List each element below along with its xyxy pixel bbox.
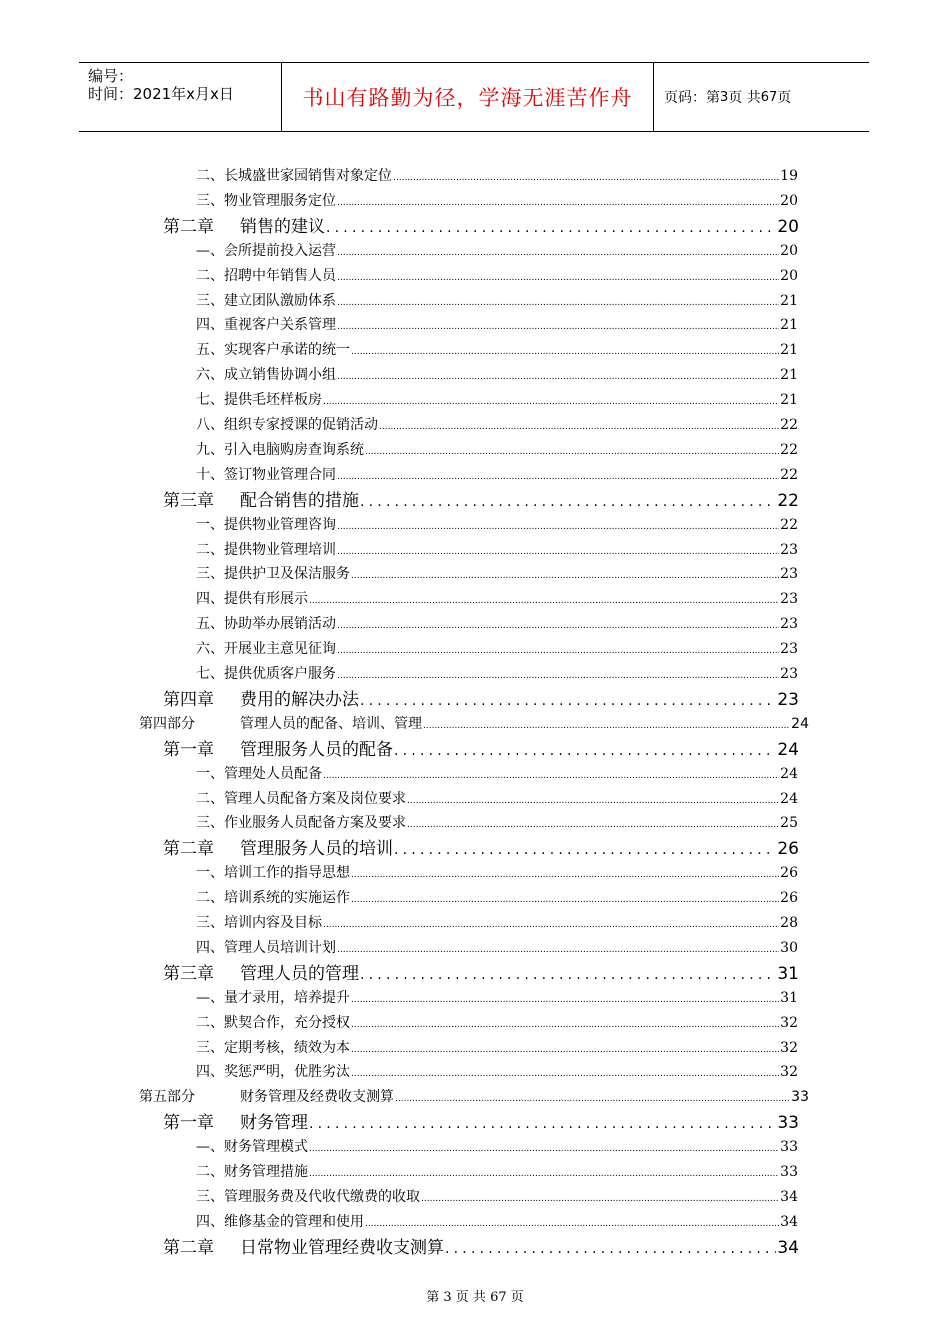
toc-entry-title — [196, 240, 336, 262]
toc-dot-leader — [351, 339, 779, 363]
toc-dot-leader — [394, 837, 776, 862]
toc-dot-leader — [337, 937, 779, 961]
toc-chapter-entry[interactable] — [163, 962, 799, 986]
toc-entry-label: —、财务管理模式 — [196, 1139, 308, 1156]
header-page-end: 页 — [777, 90, 792, 106]
toc-dot-leader — [337, 638, 779, 662]
toc-entry-page: 21 — [780, 392, 798, 409]
toc-section-entry[interactable] — [196, 1061, 798, 1083]
toc-entry-page: 33 — [791, 1089, 809, 1106]
toc-entry-label: 二、财务管理措施 — [196, 1164, 308, 1180]
toc-chapter-entry[interactable] — [163, 688, 799, 712]
toc-entry-label: 十、签订物业管理合同 — [196, 466, 336, 483]
toc-entry-title — [196, 588, 308, 610]
toc-entry-label: 五、实现客户承诺的统一 — [196, 342, 350, 359]
toc-section-entry[interactable] — [196, 190, 798, 212]
toc-dot-leader — [323, 912, 779, 936]
toc-dot-leader — [309, 588, 779, 612]
toc-dot-leader — [337, 190, 779, 214]
toc-dot-leader — [407, 812, 779, 836]
toc-entry-label: 二、长城盛世家园销售对象定位 — [196, 168, 392, 184]
toc-entry-title — [163, 688, 359, 712]
toc-dot-leader — [445, 1236, 776, 1261]
toc-entry-page: 23 — [780, 591, 798, 608]
toc-dot-leader — [351, 1012, 779, 1036]
toc-entry-label: 三、管理服务费及代收代缴费的收取 — [196, 1188, 420, 1205]
toc-chapter-entry[interactable] — [163, 1236, 799, 1260]
toc-entry-page: 24 — [777, 739, 799, 760]
toc-entry-label: 四、奖惩严明，优胜劣汰 — [196, 1064, 350, 1081]
toc-entry-label: 管理服务人员的配备 — [240, 739, 393, 760]
toc-entry-title — [163, 215, 325, 239]
toc-section-entry[interactable] — [196, 788, 798, 810]
toc-entry-label: 二、管理人员配备方案及岗位要求 — [196, 790, 406, 807]
toc-entry-page: 22 — [780, 417, 798, 433]
toc-entry-page: 21 — [780, 367, 798, 384]
toc-dot-leader — [326, 215, 776, 240]
toc-entry-title — [139, 713, 422, 735]
toc-entry-label: 四、提供有形展示 — [196, 591, 308, 608]
toc-entry-label: 销售的建议 — [240, 216, 325, 237]
toc-section-entry[interactable] — [196, 588, 798, 610]
toc-dot-leader — [351, 563, 779, 587]
header-page-total: 67 — [760, 89, 778, 105]
toc-dot-leader — [351, 1061, 779, 1085]
toc-dot-leader — [309, 1161, 779, 1185]
toc-entry-title — [196, 265, 336, 287]
toc-entry-page: 21 — [780, 317, 798, 334]
toc-section-entry[interactable] — [196, 439, 798, 461]
toc-section-entry[interactable] — [196, 1012, 798, 1034]
header-page-label: 页码：第 — [664, 90, 720, 106]
toc-dot-leader — [337, 314, 779, 338]
toc-entry-page: 20 — [777, 216, 799, 237]
toc-entry-label: 四、管理人员培训计划 — [196, 939, 336, 956]
toc-dot-leader — [360, 489, 776, 514]
toc-entry-title — [196, 190, 336, 212]
toc-entry-page: 26 — [780, 890, 798, 907]
page-footer — [0, 1286, 950, 1305]
toc-section-entry[interactable] — [196, 514, 798, 536]
toc-dot-leader — [337, 290, 779, 314]
toc-entry-label: 二、招聘中年销售人员 — [196, 267, 336, 284]
toc-section-entry[interactable] — [196, 1136, 798, 1158]
toc-entry-page: 23 — [780, 641, 798, 658]
toc-dot-leader — [395, 1086, 790, 1110]
toc-entry-page: 22 — [780, 516, 798, 533]
toc-entry-title — [196, 1136, 308, 1158]
toc-entry-label: 四、重视客户关系管理 — [196, 317, 336, 334]
toc-entry-page: 30 — [780, 939, 798, 956]
toc-entry-label: 三、培训内容及目标 — [196, 915, 322, 931]
toc-entry-page: 20 — [780, 192, 798, 209]
toc-entry-title — [163, 962, 359, 986]
toc-entry-page: 21 — [780, 292, 798, 309]
toc-entry-number: 第四部分 — [139, 715, 195, 732]
toc-entry-label: 三、建立团队激励体系 — [196, 292, 336, 309]
document-number-label: 编号： — [88, 67, 134, 85]
toc-dot-leader — [351, 987, 779, 1011]
toc-entry-label: 九、引入电脑购房查询系统 — [196, 441, 364, 458]
toc-entry-page: 34 — [780, 1213, 798, 1230]
toc-entry-label: —、量才录用，培养提升 — [196, 989, 350, 1006]
toc-entry-page: 22 — [780, 441, 798, 458]
toc-entry-label: 财务管理及经费收支测算 — [240, 1089, 394, 1106]
toc-entry-title — [196, 364, 336, 386]
toc-section-entry[interactable] — [196, 539, 798, 561]
toc-entry-title — [196, 414, 378, 436]
toc-dot-leader — [351, 887, 779, 911]
toc-entry-page: 26 — [777, 839, 799, 860]
toc-entry-title — [196, 290, 336, 312]
toc-chapter-entry[interactable] — [163, 738, 799, 762]
toc-dot-leader — [323, 389, 779, 413]
toc-section-entry[interactable] — [196, 613, 798, 635]
toc-entry-label: 财务管理 — [240, 1113, 308, 1134]
toc-entry-page: 23 — [780, 541, 798, 558]
toc-section-entry[interactable] — [196, 314, 798, 336]
toc-dot-leader — [337, 663, 779, 687]
toc-entry-title — [196, 987, 350, 1009]
header-motto: 书山有路勤为径，学海无涯苦作舟 — [281, 63, 654, 131]
toc-chapter-entry[interactable] — [163, 1111, 799, 1135]
toc-dot-leader — [323, 763, 779, 787]
header-page-mid: 页 共 — [728, 90, 761, 106]
toc-entry-title — [196, 1061, 350, 1083]
toc-entry-label: 八、组织专家授课的促销活动 — [196, 417, 378, 433]
header-page-current: 3 — [720, 89, 729, 105]
toc-entry-label: 费用的解决办法 — [240, 689, 359, 710]
toc-entry-label: 七、提供优质客户服务 — [196, 666, 336, 682]
toc-section-entry[interactable] — [196, 265, 798, 287]
toc-entry-label: 三、作业服务人员配备方案及要求 — [196, 815, 406, 832]
toc-section-entry[interactable] — [196, 1161, 798, 1183]
toc-part-entry[interactable] — [139, 1086, 809, 1108]
toc-entry-title — [196, 539, 336, 561]
toc-section-entry[interactable] — [196, 240, 798, 262]
toc-dot-leader — [407, 788, 779, 812]
toc-entry-title — [196, 314, 336, 336]
toc-entry-page: 21 — [780, 342, 798, 359]
toc-entry-title — [196, 514, 336, 536]
toc-entry-label: 配合销售的措施 — [240, 490, 359, 511]
header-meta — [79, 63, 281, 131]
toc-dot-leader — [421, 1186, 779, 1210]
toc-entry-number: 第三章 — [163, 963, 214, 984]
toc-section-entry[interactable] — [196, 763, 798, 785]
toc-dot-leader — [309, 1136, 779, 1160]
toc-entry-title — [196, 912, 322, 934]
toc-entry-title — [196, 812, 406, 834]
toc-entry-page: 33 — [780, 1139, 798, 1156]
toc-entry-title — [196, 937, 336, 959]
toc-section-entry[interactable] — [196, 1037, 798, 1059]
toc-entry-title — [163, 489, 359, 513]
toc-dot-leader — [423, 713, 790, 737]
toc-dot-leader — [337, 240, 779, 264]
toc-entry-title — [196, 638, 336, 660]
toc-section-entry[interactable] — [196, 887, 798, 909]
toc-entry-page: 20 — [780, 242, 798, 259]
toc-entry-page: 22 — [777, 490, 799, 511]
footer-mid: 页 共 — [455, 1290, 486, 1305]
footer-current-page: 3 — [443, 1290, 452, 1305]
toc-entry-label: 三、定期考核，绩效为本 — [196, 1039, 350, 1056]
toc-section-entry[interactable] — [196, 862, 798, 884]
toc-dot-leader — [337, 613, 779, 637]
toc-entry-title — [196, 439, 364, 461]
toc-dot-leader — [337, 265, 779, 289]
toc-entry-page: 24 — [791, 715, 809, 732]
toc-entry-page: 33 — [780, 1164, 798, 1180]
toc-entry-title — [196, 1012, 350, 1034]
toc-dot-leader — [360, 962, 776, 987]
toc-dot-leader — [351, 1037, 779, 1061]
toc-entry-page: 34 — [777, 1237, 799, 1258]
toc-dot-leader — [365, 439, 779, 463]
toc-entry-label: 二、提供物业管理培训 — [196, 541, 336, 558]
document-time-label: 时间：2021年x月x日 — [88, 85, 234, 103]
toc-entry-label: 管理服务人员的培训 — [240, 839, 393, 860]
toc-entry-label: 一、管理处人员配备 — [196, 765, 322, 782]
toc-entry-page: 23 — [777, 689, 799, 710]
toc-dot-leader — [393, 165, 779, 189]
toc-entry-label: 四、维修基金的管理和使用 — [196, 1213, 364, 1230]
footer-total-pages: 67 — [490, 1290, 507, 1305]
toc-dot-leader — [351, 862, 779, 886]
toc-entry-page: 34 — [780, 1188, 798, 1205]
toc-entry-title — [139, 1086, 394, 1108]
toc-entry-title — [196, 862, 350, 884]
toc-chapter-entry[interactable] — [163, 837, 799, 861]
toc-entry-page: 23 — [780, 616, 798, 633]
toc-section-entry[interactable] — [196, 1186, 798, 1208]
toc-entry-page: 31 — [780, 989, 798, 1006]
toc-chapter-entry[interactable] — [163, 489, 799, 513]
toc-section-entry[interactable] — [196, 464, 798, 486]
toc-entry-title — [196, 1211, 364, 1233]
toc-entry-page: 26 — [780, 865, 798, 882]
footer-prefix: 第 — [426, 1290, 440, 1305]
toc-entry-title — [196, 613, 336, 635]
toc-entry-title — [196, 1186, 420, 1208]
toc-entry-label: 六、开展业主意见征询 — [196, 641, 336, 658]
toc-section-entry[interactable] — [196, 987, 798, 1009]
toc-entry-page: 22 — [780, 466, 798, 483]
toc-entry-page: 31 — [777, 963, 799, 984]
toc-dot-leader — [360, 688, 776, 713]
toc-entry-label: 日常物业管理经费收支测算 — [240, 1237, 444, 1258]
toc-dot-leader — [337, 464, 779, 488]
toc-entry-page: 28 — [780, 915, 798, 931]
toc-entry-title — [196, 887, 350, 909]
toc-entry-title — [196, 389, 322, 411]
toc-entry-title — [163, 738, 393, 762]
toc-entry-number: 第二章 — [163, 1237, 214, 1258]
toc-entry-page: 19 — [780, 168, 798, 184]
toc-part-entry[interactable] — [139, 713, 809, 735]
toc-entry-number: 第一章 — [163, 1113, 214, 1134]
toc-section-entry[interactable] — [196, 663, 798, 685]
toc-entry-page: 24 — [780, 765, 798, 782]
toc-entry-number: 第二章 — [163, 216, 214, 237]
toc-entry-page: 25 — [780, 815, 798, 832]
toc-entry-number: 第四章 — [163, 689, 214, 710]
toc-entry-page: 23 — [780, 566, 798, 583]
toc-entry-title — [163, 1236, 444, 1260]
toc-entry-label: 管理人员的管理 — [240, 963, 359, 984]
toc-entry-page: 24 — [780, 790, 798, 807]
toc-entry-title — [196, 563, 350, 585]
toc-entry-number: 第五部分 — [139, 1089, 195, 1106]
toc-entry-label: 二、默契合作，充分授权 — [196, 1014, 350, 1031]
toc-entry-number: 第二章 — [163, 839, 214, 860]
toc-entry-label: 管理人员的配备、培训、管理 — [240, 715, 422, 732]
toc-dot-leader — [394, 738, 776, 763]
toc-section-entry[interactable] — [196, 364, 798, 386]
toc-entry-title — [196, 763, 322, 785]
toc-entry-label: 七、提供毛坯样板房 — [196, 392, 322, 409]
toc-entry-page: 23 — [780, 666, 798, 682]
toc-entry-page: 20 — [780, 267, 798, 284]
toc-entry-label: 二、培训系统的实施运作 — [196, 890, 350, 907]
toc-section-entry[interactable] — [196, 339, 798, 361]
toc-section-entry[interactable] — [196, 812, 798, 834]
toc-entry-title — [196, 788, 406, 810]
toc-dot-leader — [365, 1211, 779, 1235]
toc-entry-label: 三、提供护卫及保洁服务 — [196, 566, 350, 583]
page-header — [79, 62, 869, 132]
toc-entry-label: 一、提供物业管理咨询 — [196, 516, 336, 533]
footer-suffix: 页 — [510, 1290, 524, 1305]
toc-section-entry[interactable] — [196, 937, 798, 959]
toc-entry-page: 33 — [777, 1113, 799, 1134]
toc-entry-title — [163, 1111, 308, 1135]
toc-dot-leader — [379, 414, 779, 438]
toc-dot-leader — [309, 1111, 776, 1136]
toc-dot-leader — [337, 364, 779, 388]
header-page-info — [654, 63, 869, 131]
toc-entry-title — [196, 165, 392, 187]
toc-section-entry[interactable] — [196, 290, 798, 312]
toc-entry-label: 六、成立销售协调小组 — [196, 367, 336, 384]
toc-entry-label: 五、协助举办展销活动 — [196, 616, 336, 633]
toc-entry-title — [163, 837, 393, 861]
toc-dot-leader — [337, 539, 779, 563]
toc-chapter-entry[interactable] — [163, 215, 799, 239]
toc-entry-title — [196, 663, 336, 685]
toc-entry-label: 一、培训工作的指导思想 — [196, 865, 350, 882]
toc-section-entry[interactable] — [196, 165, 798, 187]
toc-entry-number: 第三章 — [163, 490, 214, 511]
toc-entry-title — [196, 1161, 308, 1183]
toc-entry-page: 32 — [780, 1064, 798, 1081]
toc-entry-label: —、会所提前投入运营 — [196, 242, 336, 259]
toc-dot-leader — [337, 514, 779, 538]
toc-entry-label: 三、物业管理服务定位 — [196, 192, 336, 209]
toc-section-entry[interactable] — [196, 563, 798, 585]
toc-entry-title — [196, 464, 336, 486]
toc-entry-page: 32 — [780, 1039, 798, 1056]
toc-section-entry[interactable] — [196, 1211, 798, 1233]
toc-section-entry[interactable] — [196, 414, 798, 436]
toc-section-entry[interactable] — [196, 389, 798, 411]
toc-entry-title — [196, 339, 350, 361]
toc-entry-number: 第一章 — [163, 739, 214, 760]
toc-entry-page: 32 — [780, 1014, 798, 1031]
toc-section-entry[interactable] — [196, 638, 798, 660]
toc-entry-title — [196, 1037, 350, 1059]
toc-section-entry[interactable] — [196, 912, 798, 934]
